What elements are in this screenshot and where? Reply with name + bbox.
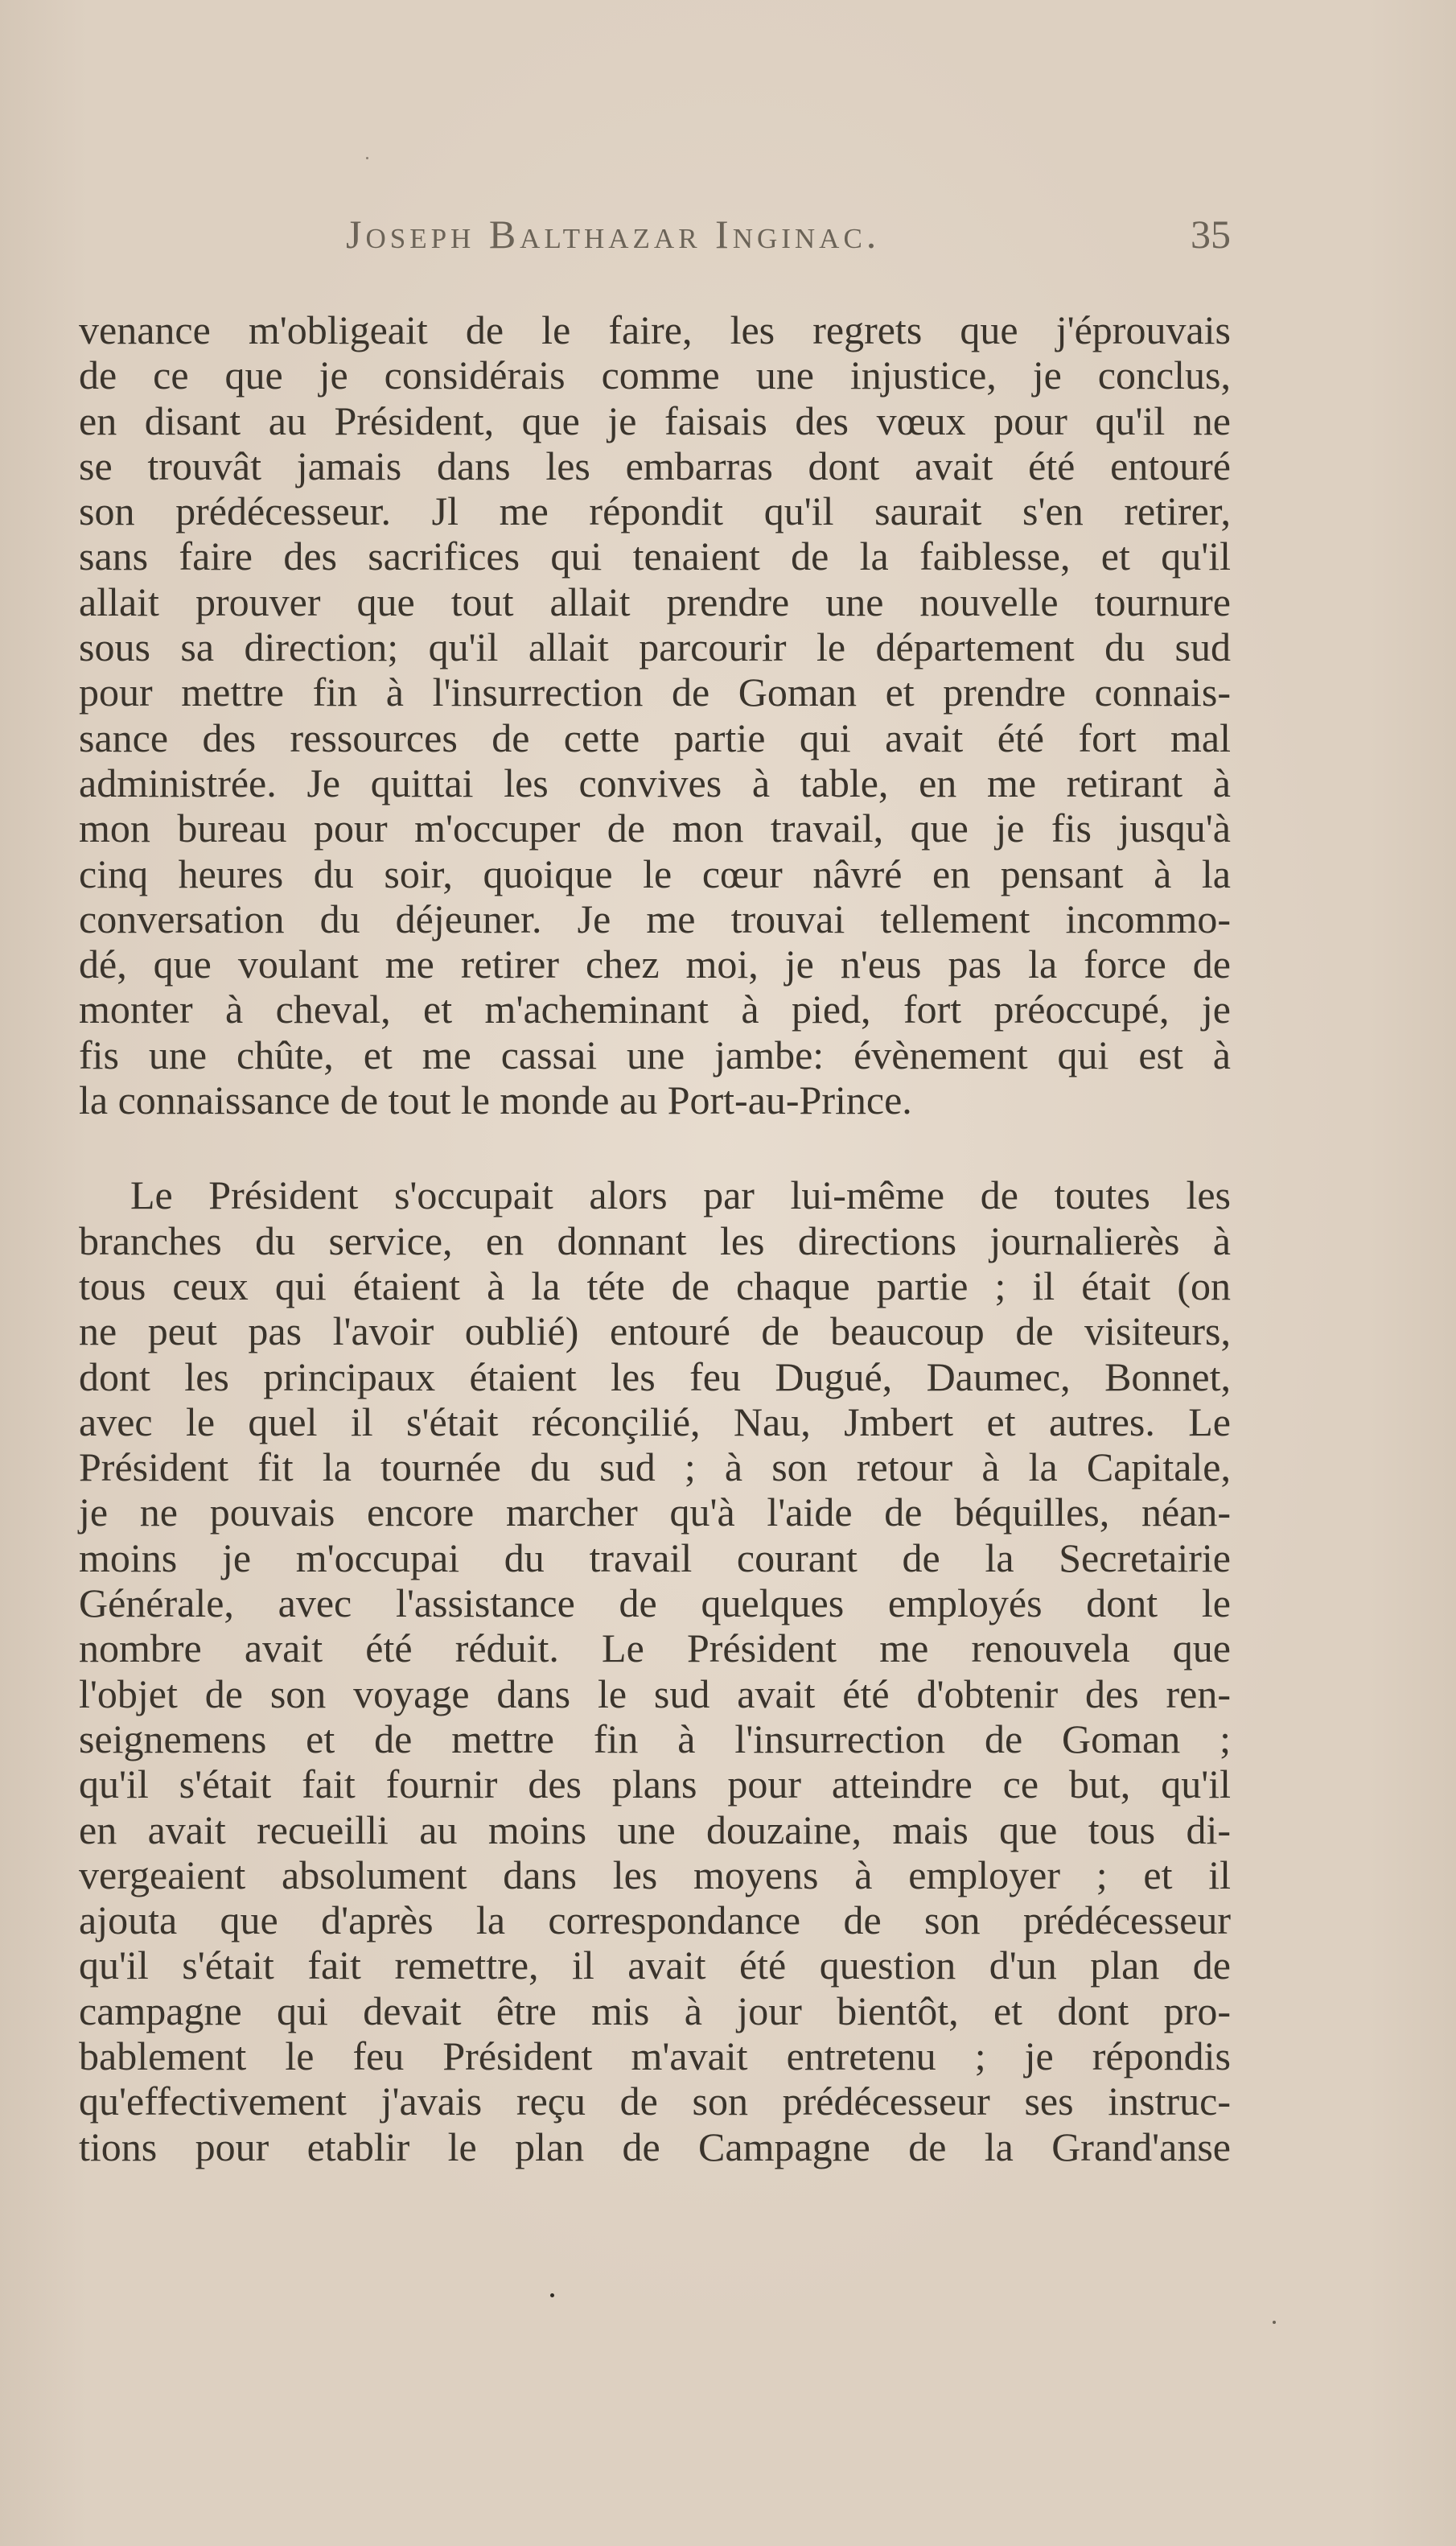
text-line: sans faire des sacrifices qui tenaient de la faiblesse, et qu'il	[79, 534, 1231, 579]
paragraph-1	[79, 307, 1231, 1123]
text-line: qu'il s'était fait remettre, il avait été question d'un plan de	[79, 1942, 1231, 1988]
text-line: sance des ressources de cette partie qui avait été fort mal	[79, 715, 1231, 760]
text-line: Le Président s'occupait alors par lui-même de toutes les	[130, 1172, 1231, 1218]
text-line: son prédécesseur. Jl me répondit qu'il saurait s'en retirer,	[79, 488, 1231, 534]
text-line: tous ceux qui étaient à la téte de chaque partie ; il était (on	[79, 1263, 1231, 1308]
text-line: Générale, avec l'assistance de quelques employés dont le	[79, 1580, 1231, 1626]
text-line: cinq heures du soir, quoique le cœur nâvré en pensant à la	[79, 851, 1231, 896]
text-line: conversation du déjeuner. Je me trouvai tellement incommo-	[79, 896, 1231, 941]
text-line: vergeaient absolument dans les moyens à employer ; et il	[79, 1852, 1231, 1897]
text-line: qu'effectivement j'avais reçu de son prédécesseur ses instruc-	[79, 2078, 1231, 2124]
text-line: dont les principaux étaient les feu Dugué, Daumec, Bonnet,	[79, 1353, 1231, 1399]
text-line: venance m'obligeait de le faire, les regrets que j'éprouvais	[79, 307, 1231, 352]
running-title: Joseph Balthazar Inginac.	[346, 212, 881, 257]
text-line: fis une chûte, et me cassai une jambe: évènement qui est à	[79, 1032, 1231, 1077]
body-text	[79, 307, 1231, 2169]
text-line: ajouta que d'après la correspondance de son prédécesseur	[79, 1897, 1231, 1943]
text-line: je ne pouvais encore marcher qu'à l'aide de béquilles, néan-	[79, 1489, 1231, 1535]
text-line: nombre avait été réduit. Le Président me renouvela que	[79, 1625, 1231, 1671]
text-line: campagne qui devait être mis à jour bientôt, et dont pro-	[79, 1988, 1231, 2033]
text-line: en disant au Président, que je faisais des vœux pour qu'il ne	[79, 398, 1231, 443]
text-line: de ce que je considérais comme une injustice, je conclus,	[79, 352, 1231, 398]
text-line: moins je m'occupai du travail courant de la Secretairie	[79, 1535, 1231, 1580]
text-line: dé, que voulant me retirer chez moi, je n'eus pas la force de	[79, 941, 1231, 987]
text-line: en avait recueilli au moins une douzaine, mais que tous di-	[79, 1807, 1231, 1852]
text-line: bablement le feu Président m'avait entretenu ; je répondis	[79, 2033, 1231, 2078]
text-line: monter à cheval, et m'acheminant à pied, fort préoccupé, je	[79, 987, 1231, 1032]
text-line: pour mettre fin à l'insurrection de Goman et prendre connais-	[79, 669, 1231, 715]
ink-speck	[1273, 2321, 1276, 2324]
text-line: seignemens et de mettre fin à l'insurrection de Goman ;	[79, 1716, 1231, 1761]
text-line: la connaissance de tout le monde au Port-au-Prince.	[79, 1077, 912, 1123]
text-line: se trouvât jamais dans les embarras dont avait été entouré	[79, 443, 1231, 488]
paragraph-2	[79, 1172, 1231, 2169]
page-header	[346, 211, 1231, 267]
ink-speck	[366, 157, 368, 159]
text-line: tions pour etablir le plan de Campagne de la Grand'anse	[79, 2124, 1231, 2169]
text-line: l'objet de son voyage dans le sud avait été d'obtenir des ren-	[79, 1671, 1231, 1716]
text-line: administrée. Je quittai les convives à table, en me retirant à	[79, 760, 1231, 805]
ink-speck	[550, 2293, 554, 2297]
text-line: allait prouver que tout allait prendre une nouvelle tournure	[79, 579, 1231, 624]
text-line: sous sa direction; qu'il allait parcourir le département du sud	[79, 624, 1231, 670]
text-line: avec le quel il s'était réconçilié, Nau, Jmbert et autres. Le	[79, 1399, 1231, 1444]
text-line: ne peut pas l'avoir oublié) entouré de beaucoup de visiteurs,	[79, 1308, 1231, 1354]
text-line: qu'il s'était fait fournir des plans pour atteindre ce but, qu'il	[79, 1761, 1231, 1807]
page-number: 35	[1191, 212, 1231, 257]
text-line: mon bureau pour m'occuper de mon travail, que je fis jusqu'à	[79, 805, 1231, 851]
text-line: Président fit la tournée du sud ; à son retour à la Capitale,	[79, 1444, 1231, 1490]
text-line: branches du service, en donnant les directions journalierès à	[79, 1217, 1231, 1263]
